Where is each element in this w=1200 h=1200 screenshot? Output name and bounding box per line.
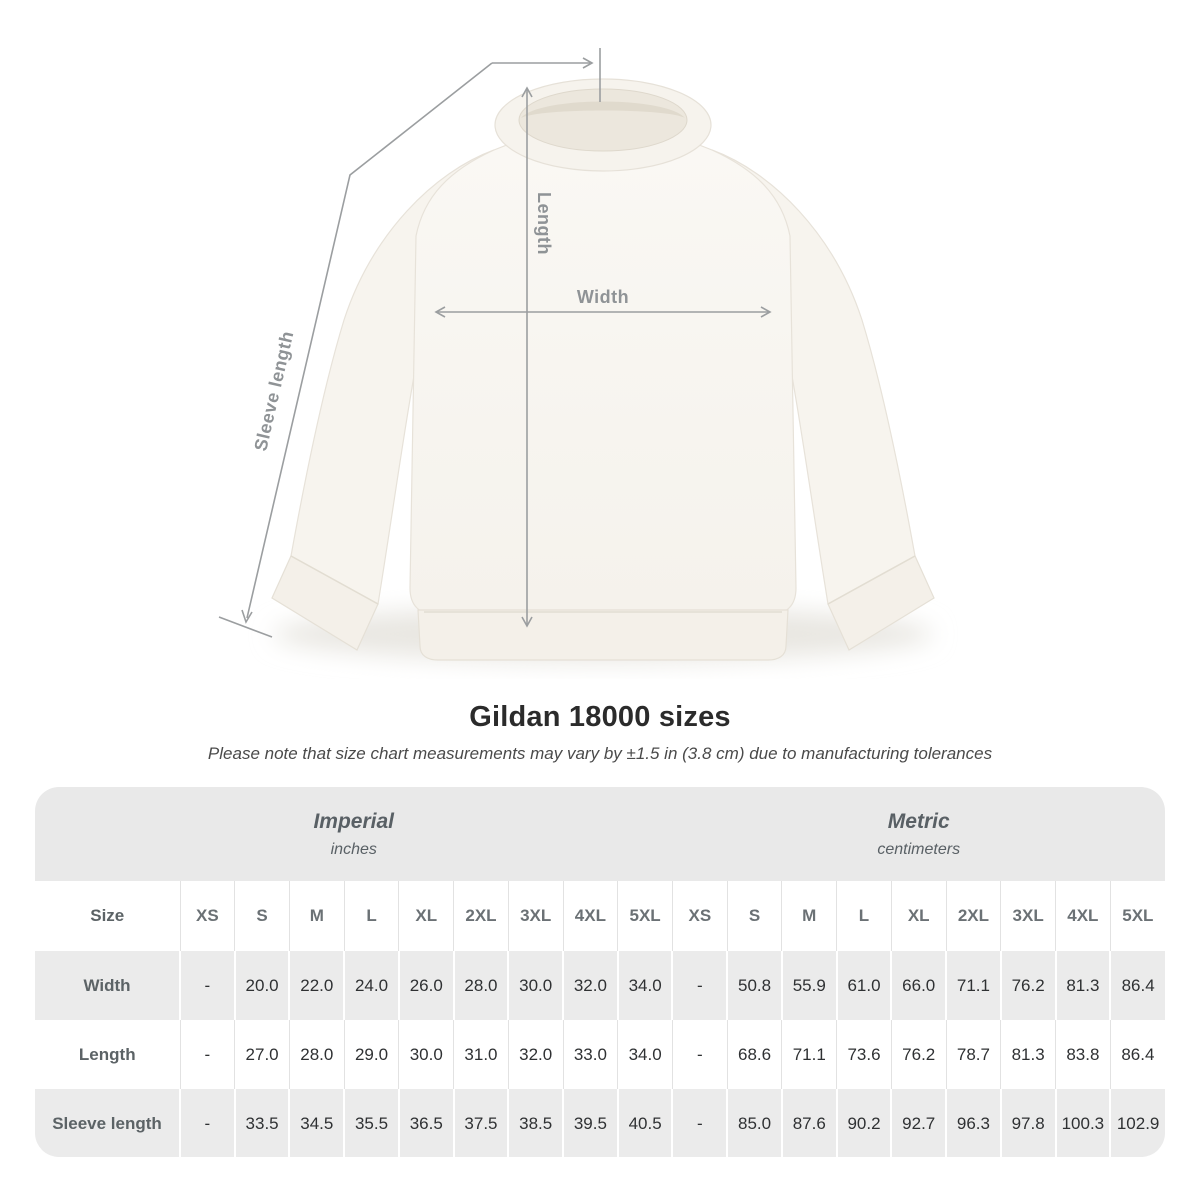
value-cell: 73.6 (837, 1020, 892, 1089)
value-cell: 102.9 (1110, 1089, 1165, 1157)
page-title: Gildan 18000 sizes (469, 701, 731, 733)
value-cell: 83.8 (1056, 1020, 1111, 1089)
metric-group-header (672, 787, 1165, 881)
value-cell: 71.1 (946, 951, 1001, 1020)
value-cell: - (672, 1020, 727, 1089)
value-cell: 71.1 (782, 1020, 837, 1089)
size-col-header: S (235, 881, 290, 951)
value-cell: 26.0 (399, 951, 454, 1020)
value-cell: 81.3 (1001, 1020, 1056, 1089)
value-cell: 92.7 (891, 1089, 946, 1157)
value-cell: 32.0 (563, 951, 618, 1020)
value-cell: 34.0 (618, 1020, 673, 1089)
value-cell: 76.2 (1001, 951, 1056, 1020)
size-col-header: XS (180, 881, 235, 951)
value-cell: 30.0 (399, 1020, 454, 1089)
metric-label: Metric (887, 809, 950, 833)
size-col-header: 2XL (946, 881, 1001, 951)
value-cell: 27.0 (235, 1020, 290, 1089)
size-col-header: S (727, 881, 782, 951)
value-cell: - (180, 1020, 235, 1089)
size-header-row (35, 881, 1165, 951)
value-cell: 33.5 (235, 1089, 290, 1157)
value-cell: 55.9 (782, 951, 837, 1020)
value-cell: 38.5 (508, 1089, 563, 1157)
value-cell: 78.7 (946, 1020, 1001, 1089)
size-column-header: Size (35, 881, 180, 951)
metric-units: centimeters (877, 840, 961, 858)
value-cell: 97.8 (1001, 1089, 1056, 1157)
size-col-header: L (344, 881, 399, 951)
size-col-header: XL (891, 881, 946, 951)
value-cell: 33.0 (563, 1020, 618, 1089)
value-cell: 86.4 (1110, 951, 1165, 1020)
value-cell: 61.0 (837, 951, 892, 1020)
value-cell: 100.3 (1056, 1089, 1111, 1157)
size-col-header: 4XL (1056, 881, 1111, 951)
value-cell: 87.6 (782, 1089, 837, 1157)
value-cell: - (672, 951, 727, 1020)
sleeve-length-measure-label: Sleeve length (250, 328, 298, 453)
value-cell: 85.0 (727, 1089, 782, 1157)
width-measure-label: Width (576, 287, 630, 307)
size-col-header: 5XL (618, 881, 673, 951)
measurement-row (35, 1020, 1165, 1089)
value-cell: 20.0 (235, 951, 290, 1020)
value-cell: 36.5 (399, 1089, 454, 1157)
size-col-header: L (837, 881, 892, 951)
value-cell: 90.2 (837, 1089, 892, 1157)
value-cell: 37.5 (454, 1089, 509, 1157)
value-cell: 86.4 (1110, 1020, 1165, 1089)
imperial-group-header (35, 787, 672, 881)
value-cell: 34.0 (618, 951, 673, 1020)
size-col-header: 3XL (1001, 881, 1056, 951)
size-chart-table (35, 787, 1165, 1157)
tolerance-note: Please note that size chart measurements may vary by ±1.5 in (3.8 cm) due to manufacturing tolerances (207, 744, 993, 763)
row-label: Length (35, 1020, 180, 1089)
measurement-row (35, 951, 1165, 1020)
value-cell: 28.0 (289, 1020, 344, 1089)
value-cell: 40.5 (618, 1089, 673, 1157)
size-col-header: M (782, 881, 837, 951)
size-col-header: 3XL (508, 881, 563, 951)
size-col-header: M (289, 881, 344, 951)
value-cell: 76.2 (891, 1020, 946, 1089)
length-measure-label: Length (534, 192, 554, 255)
body-panel (410, 132, 796, 614)
collar-opening (519, 89, 687, 151)
value-cell: 32.0 (508, 1020, 563, 1089)
value-cell: 24.0 (344, 951, 399, 1020)
value-cell: 22.0 (289, 951, 344, 1020)
value-cell: 50.8 (727, 951, 782, 1020)
value-cell: 39.5 (563, 1089, 618, 1157)
value-cell: 66.0 (891, 951, 946, 1020)
imperial-label: Imperial (313, 809, 394, 833)
size-col-header: 2XL (454, 881, 509, 951)
row-label: Width (35, 951, 180, 1020)
value-cell: 29.0 (344, 1020, 399, 1089)
value-cell: 68.6 (727, 1020, 782, 1089)
imperial-units: inches (330, 840, 377, 858)
value-cell: 31.0 (454, 1020, 509, 1089)
value-cell: - (672, 1089, 727, 1157)
value-cell: 28.0 (454, 951, 509, 1020)
hem-band (418, 610, 788, 660)
value-cell: 96.3 (946, 1089, 1001, 1157)
value-cell: 30.0 (508, 951, 563, 1020)
value-cell: 35.5 (344, 1089, 399, 1157)
value-cell: - (180, 1089, 235, 1157)
value-cell: - (180, 951, 235, 1020)
size-col-header: 4XL (563, 881, 618, 951)
size-col-header: XS (672, 881, 727, 951)
size-col-header: 5XL (1110, 881, 1165, 951)
size-col-header: XL (399, 881, 454, 951)
row-label: Sleeve length (35, 1089, 180, 1157)
measurement-row (35, 1089, 1165, 1157)
value-cell: 34.5 (289, 1089, 344, 1157)
value-cell: 81.3 (1056, 951, 1111, 1020)
unit-group-row (35, 787, 1165, 881)
